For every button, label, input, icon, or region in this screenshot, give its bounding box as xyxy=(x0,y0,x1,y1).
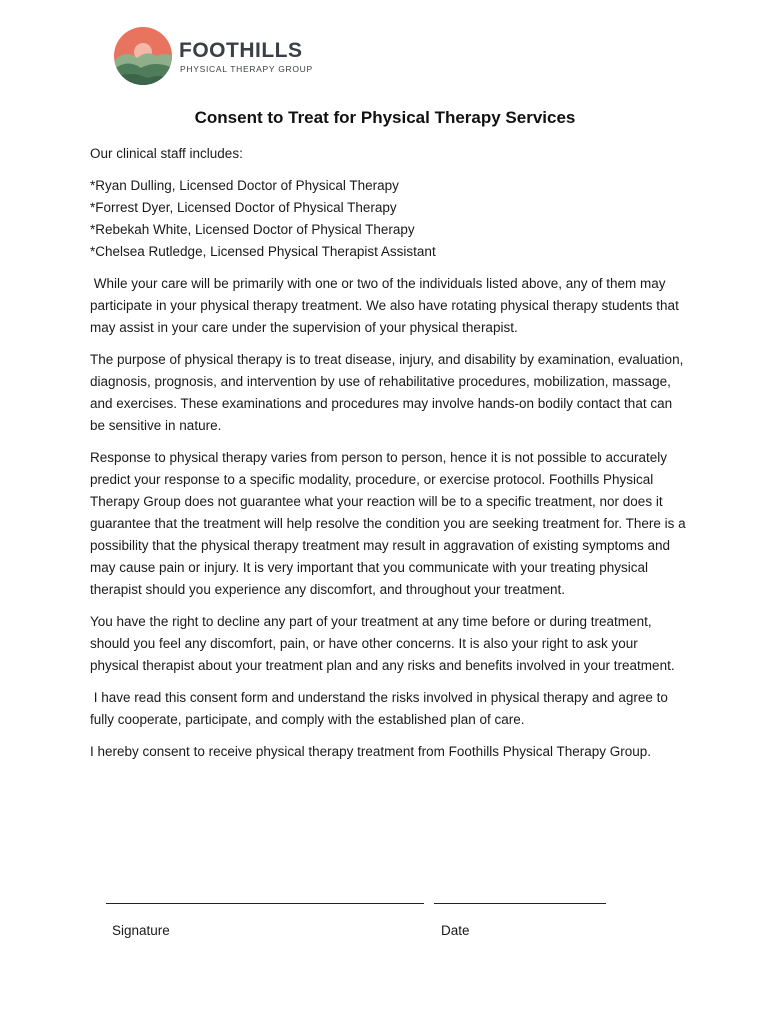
brand-name: FOOTHILLS xyxy=(179,39,303,62)
paragraph-care-team: While your care will be primarily with one or two of the individuals listed above, any of them may participate in your physical therapy treatment. We also have rotating physical therapy students that may assist in your care under the supervision of your physical therapist. xyxy=(90,276,683,335)
staff-item: *Forrest Dyer, Licensed Doctor of Physical Therapy xyxy=(90,200,397,215)
signature-line[interactable] xyxy=(106,903,424,904)
staff-list xyxy=(90,175,686,263)
paragraph-purpose: The purpose of physical therapy is to treat disease, injury, and disability by examination, evaluation, diagnosis, prognosis, and intervention by use of rehabilitative procedures, mobilization, massage, and exercises. These examinations and procedures may involve hands-on bodily contact that can be sensitive in nature. xyxy=(90,352,684,433)
mountain-sun-logo-icon xyxy=(113,26,173,86)
document-title: Consent to Treat for Physical Therapy Services xyxy=(194,108,576,127)
date-label: Date xyxy=(441,923,470,938)
paragraph-acknowledgement: I have read this consent form and understand the risks involved in physical therapy and agree to fully cooperate, participate, and comply with the established plan of care. xyxy=(90,690,672,727)
staff-item: *Rebekah White, Licensed Doctor of Physical Therapy xyxy=(90,222,415,237)
staff-intro: Our clinical staff includes: xyxy=(90,146,243,161)
signature-label: Signature xyxy=(112,923,170,938)
staff-item: *Chelsea Rutledge, Licensed Physical Therapist Assistant xyxy=(90,244,436,259)
paragraph-right-to-decline: You have the right to decline any part of your treatment at any time before or during treatment, should you feel any discomfort, pain, or have other concerns. It is also your right to ask your physical therapist about your treatment plan and any risks and benefits involved in your treatment. xyxy=(90,614,675,673)
paragraph-response: Response to physical therapy varies from person to person, hence it is not possible to accurately predict your response to a specific modality, procedure, or exercise protocol. Foothills Physical Therapy Group does not guarantee what your reaction will be to a specific treatment, nor does it guarantee that the treatment will help resolve the condition you are seeking treatment for. There is a possibility that the physical therapy treatment may result in aggravation of existing symptoms and may cause pain or injury. It is very important that you communicate with your treating physical therapist should you experience any discomfort, and throughout your treatment. xyxy=(90,450,686,597)
foothills-logo xyxy=(113,26,313,86)
brand-subtitle: PHYSICAL THERAPY GROUP xyxy=(180,64,313,74)
staff-item: *Ryan Dulling, Licensed Doctor of Physical Therapy xyxy=(90,178,399,193)
date-line[interactable] xyxy=(434,903,606,904)
paragraph-consent: I hereby consent to receive physical therapy treatment from Foothills Physical Therapy Group. xyxy=(90,744,652,759)
document-body xyxy=(90,143,686,773)
